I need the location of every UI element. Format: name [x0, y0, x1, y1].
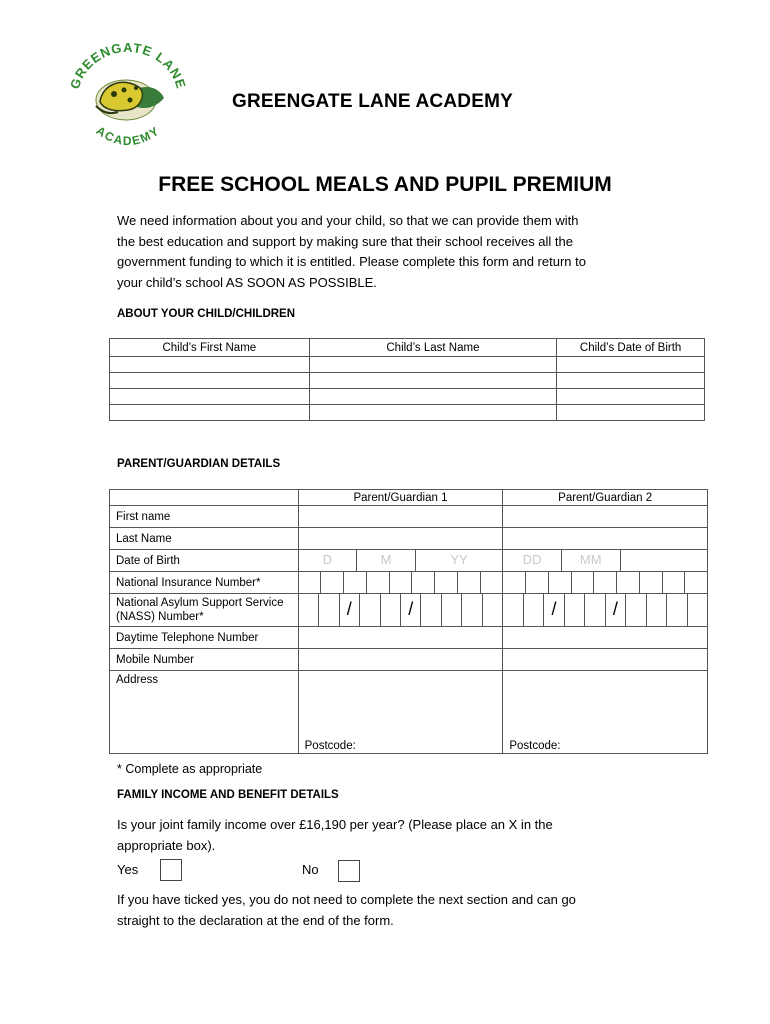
table-row: [110, 649, 708, 671]
table-row: [110, 572, 708, 594]
table-row: [110, 357, 705, 373]
p1-day-phone-input[interactable]: [298, 627, 503, 649]
table-row: [110, 405, 705, 421]
dob-month-box[interactable]: MM: [562, 550, 621, 571]
child-dob-input[interactable]: [557, 405, 705, 421]
col-parent-2: Parent/Guardian 2: [503, 490, 708, 506]
col-parent-1: Parent/Guardian 1: [298, 490, 503, 506]
intro-line: We need information about you and your child, so that we can provide them with: [117, 213, 579, 228]
child-dob-input[interactable]: [557, 373, 705, 389]
p1-dob-input[interactable]: [298, 550, 503, 572]
intro-line: government funding to which it is entitled. Please complete this form and return to: [117, 254, 586, 269]
logo-bottom-text: ACADEMY: [93, 123, 163, 149]
last-name-label: Last Name: [110, 528, 299, 550]
dob-year-box[interactable]: YY: [450, 552, 468, 567]
svg-text:ACADEMY: [94, 123, 163, 148]
form-title: FREE SCHOOL MEALS AND PUPIL PREMIUM: [158, 173, 612, 196]
school-logo: [66, 40, 190, 158]
table-row: [110, 389, 705, 405]
p2-nass-input[interactable]: / /: [503, 594, 708, 627]
child-dob-input[interactable]: [557, 357, 705, 373]
dob-day-box[interactable]: D: [299, 550, 358, 571]
p1-first-name-input[interactable]: [298, 506, 503, 528]
first-name-label: First name: [110, 506, 299, 528]
yes-label: Yes: [117, 862, 139, 877]
table-row: [110, 550, 708, 572]
intro-paragraph: [117, 211, 677, 293]
child-last-name-input[interactable]: [309, 357, 557, 373]
logo-top-text: GREENGATE LANE: [67, 40, 189, 91]
dob-month-box[interactable]: M: [357, 550, 416, 571]
complete-note: * Complete as appropriate: [117, 762, 263, 776]
child-first-name-input[interactable]: [110, 373, 310, 389]
col-child-dob: Child’s Date of Birth: [557, 339, 705, 357]
no-checkbox[interactable]: [338, 860, 360, 882]
child-first-name-input[interactable]: [110, 405, 310, 421]
child-first-name-input[interactable]: [110, 357, 310, 373]
col-child-last-name: Child’s Last Name: [309, 339, 557, 357]
postcode-label: Postcode:: [304, 740, 356, 752]
child-dob-input[interactable]: [557, 389, 705, 405]
children-header-row: [110, 339, 705, 357]
children-heading: ABOUT YOUR CHILD/CHILDREN: [117, 308, 296, 320]
intro-line: the best education and support by making sure that their school receives all the: [117, 233, 573, 249]
table-row: [110, 627, 708, 649]
parent-heading: PARENT/GUARDIAN DETAILS: [117, 458, 281, 470]
table-row: [110, 671, 708, 754]
p1-mobile-input[interactable]: [298, 649, 503, 671]
table-row: [110, 373, 705, 389]
p2-ni-input[interactable]: [503, 572, 708, 594]
p2-mobile-input[interactable]: [503, 649, 708, 671]
p2-last-name-input[interactable]: [503, 528, 708, 550]
income-followup: If you have ticked yes, you do not need to complete the next section and can go straight to the declaration at the end of the form.: [117, 892, 576, 928]
income-question: Is your joint family income over £16,190 per year? (Please place an X in the appropriate box).: [117, 817, 553, 853]
p2-dob-input[interactable]: [503, 550, 708, 572]
mobile-label: Mobile Number: [110, 649, 299, 671]
dob-year-box[interactable]: [621, 550, 707, 571]
parent-table: [109, 489, 708, 754]
child-last-name-input[interactable]: [309, 389, 557, 405]
address-label: Address: [110, 671, 299, 754]
postcode-label: Postcode:: [509, 740, 561, 752]
dob-day-box[interactable]: DD: [503, 550, 562, 571]
p2-first-name-input[interactable]: [503, 506, 708, 528]
p1-ni-input[interactable]: [298, 572, 503, 594]
day-phone-label: Daytime Telephone Number: [110, 627, 299, 649]
p1-last-name-input[interactable]: [298, 528, 503, 550]
col-child-first-name: Child’s First Name: [110, 339, 310, 357]
p2-day-phone-input[interactable]: [503, 627, 708, 649]
child-first-name-input[interactable]: [110, 389, 310, 405]
child-last-name-input[interactable]: [309, 405, 557, 421]
children-table: [109, 338, 705, 421]
ni-label: National Insurance Number*: [110, 572, 299, 594]
nass-label: National Asylum Support Service (NASS) Number*: [110, 594, 299, 627]
no-label: No: [302, 862, 319, 877]
dob-label: Date of Birth: [110, 550, 299, 572]
school-name: GREENGATE LANE ACADEMY: [232, 91, 513, 112]
yes-checkbox[interactable]: [160, 859, 182, 881]
p1-address-input[interactable]: [298, 671, 503, 754]
table-row: [110, 506, 708, 528]
intro-line: your child’s school AS SOON AS POSSIBLE.: [117, 274, 377, 290]
table-row: [110, 594, 708, 627]
child-last-name-input[interactable]: [309, 373, 557, 389]
income-heading: FAMILY INCOME AND BENEFIT DETAILS: [117, 789, 339, 801]
table-row: [110, 528, 708, 550]
parent-header-row: [110, 490, 708, 506]
p1-nass-input[interactable]: / /: [298, 594, 503, 627]
p2-address-input[interactable]: [503, 671, 708, 754]
